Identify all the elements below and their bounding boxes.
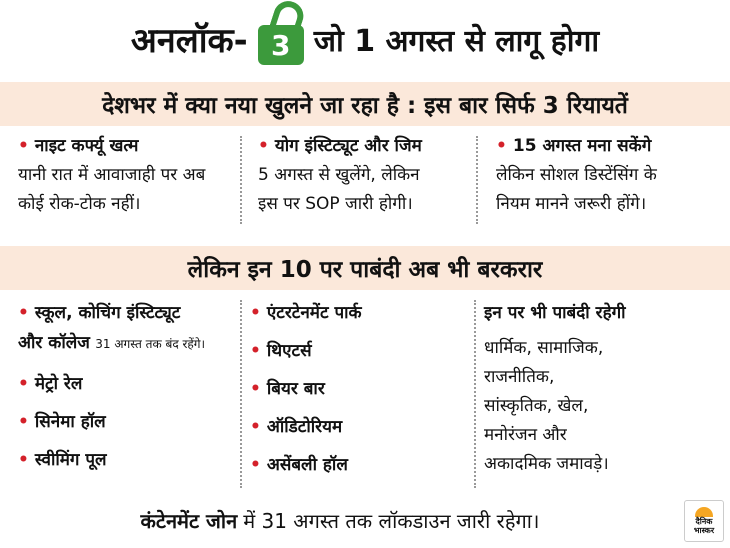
list-item: थिएटर्स — [266, 341, 312, 361]
relaxation-text: यानी रात में आवाजाही पर अब — [18, 165, 206, 185]
list-item: और कॉलेज — [18, 333, 90, 353]
restrictions-col-1 — [18, 298, 243, 479]
relaxation-head: योग इंस्टिट्यूट और जिम — [274, 136, 422, 156]
restriction-line: सांस्कृतिक, खेल, — [484, 396, 589, 416]
restriction-head: इन पर भी पाबंदी रहेगी — [484, 303, 626, 323]
unlock-badge-icon — [258, 21, 304, 67]
bullet-icon: • — [258, 136, 269, 156]
restrictions-col-3 — [484, 298, 724, 479]
relaxation-text: कोई रोक-टोक नहीं। — [18, 194, 141, 214]
headline — [0, 0, 730, 78]
bullet-icon: • — [18, 303, 29, 323]
list-item: बियर बार — [266, 379, 325, 399]
list-item: एंटरटेनमेंट पार्क — [266, 303, 362, 323]
restriction-line: धार्मिक, सामाजिक, — [484, 338, 604, 358]
restriction-line: अकादमिक जमावड़े। — [484, 454, 609, 474]
logo-text: भास्कर — [693, 526, 715, 535]
list-item: मेट्रो रेल — [34, 374, 83, 394]
relaxations-banner: देशभर में क्या नया खुलने जा रहा है : इस बार सिर्फ 3 रियायतें — [0, 82, 730, 126]
restriction-line: मनोरंजन और — [484, 425, 567, 445]
dainik-bhaskar-logo — [684, 500, 724, 542]
list-item: सिनेमा हॉल — [34, 412, 106, 432]
list-item: स्वीमिंग पूल — [34, 450, 107, 470]
bullet-icon: • — [250, 341, 261, 361]
bullet-icon: • — [18, 136, 29, 156]
relaxation-head: नाइट कर्फ्यू खत्म — [34, 136, 139, 156]
headline-prefix: अनलॉक- — [130, 21, 248, 61]
closure-note: 31 अगस्त तक बंद रहेंगे। — [95, 337, 206, 351]
divider — [240, 300, 242, 488]
bullet-icon: • — [250, 379, 261, 399]
divider — [476, 136, 478, 224]
restriction-line: राजनीतिक, — [484, 367, 555, 387]
divider — [474, 300, 476, 488]
list-item: स्कूल, कोचिंग इंस्टिट्यूट — [34, 303, 181, 323]
unlock-number: 3 — [258, 25, 304, 65]
relaxation-text: इस पर SOP जारी होगी। — [258, 194, 413, 214]
divider — [240, 136, 242, 224]
restrictions-col-2 — [250, 294, 470, 484]
list-item: ऑडिटोरियम — [266, 417, 343, 437]
relaxation-text: लेकिन सोशल डिस्टेंसिंग के — [496, 165, 657, 185]
relaxation-2 — [258, 132, 473, 219]
logo-text: दैनिक — [695, 517, 713, 526]
relaxation-1 — [18, 132, 238, 219]
sun-icon — [695, 507, 713, 517]
relaxation-text: 5 अगस्त से खुलेंगे, लेकिन — [258, 165, 420, 185]
restrictions-banner: लेकिन इन 10 पर पाबंदी अब भी बरकरार — [0, 246, 730, 290]
bullet-icon: • — [250, 455, 261, 475]
bullet-icon: • — [250, 303, 261, 323]
bullet-icon: • — [18, 450, 29, 470]
list-item: असेंबली हॉल — [266, 455, 348, 475]
relaxation-head: 15 अगस्त मना सकेंगे — [512, 136, 652, 156]
bullet-icon: • — [250, 417, 261, 437]
relaxation-3 — [496, 132, 726, 219]
bullet-icon: • — [18, 412, 29, 432]
headline-suffix: जो 1 अगस्त से लागू होगा — [313, 23, 600, 59]
bullet-icon: • — [18, 374, 29, 394]
relaxation-text: नियम मानने जरूरी होंगे। — [496, 194, 647, 214]
bullet-icon: • — [496, 136, 507, 156]
containment-note — [0, 500, 680, 540]
containment-text: में 31 अगस्त तक लॉकडाउन जारी रहेगा। — [243, 508, 540, 533]
containment-label: कंटेनमेंट जोन — [140, 508, 238, 533]
